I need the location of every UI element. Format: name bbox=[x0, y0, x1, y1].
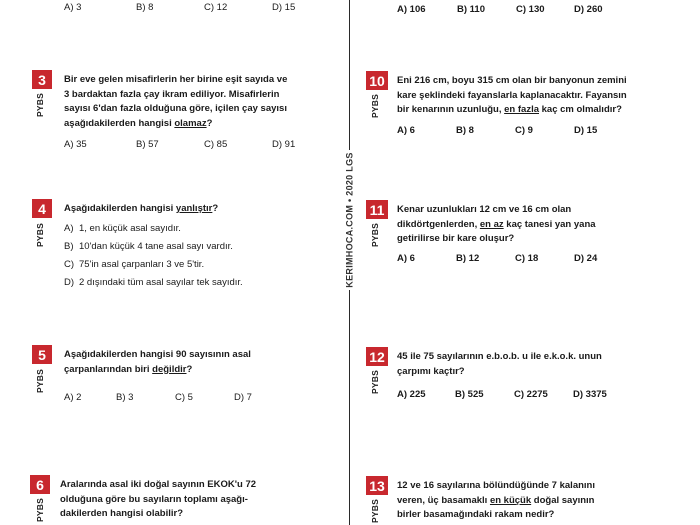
question-4-options bbox=[64, 220, 243, 292]
option-b[interactable]: B) 12 bbox=[456, 253, 480, 264]
option-a[interactable]: A) 225 bbox=[397, 389, 426, 400]
pybs-label: PYBS bbox=[35, 369, 46, 393]
option-b[interactable]: B) 3 bbox=[116, 392, 134, 403]
question-12-stem: 45 ile 75 sayılarının e.b.o.b. u ile e.k.o.k. unun çarpımı kaçtır? bbox=[397, 351, 602, 377]
question-number-13: 13 bbox=[366, 476, 388, 495]
question-6-stem: Aralarında asal iki doğal sayının EKOK'u 72 olduğuna göre bu sayıların toplamı aşağı- dakilerden hangisi olabilir? bbox=[60, 479, 257, 519]
option-d[interactable]: D) 260 bbox=[574, 4, 603, 15]
question-10-stem: Eni 216 cm, boyu 315 cm olan bir banyonun zemini kare şeklindeki fayanslarla kaplanacaktır. Fayansın bir kenarının uzunluğu, en fazla kaç cm olmalıdır? bbox=[397, 75, 627, 115]
pybs-label: PYBS bbox=[35, 223, 46, 247]
question-3-stem: Bir eve gelen misafirlerin her birine eşit sayıda ve 3 bardaktan fazla çay ikram ediliyor. Misafirlerin sayısı 6'dan fazla olduğuna göre, içilen çay sayısı aşağıdakilerden hangisi olamaz? bbox=[64, 74, 288, 129]
question-13-stem: 12 ve 16 sayılarına bölündüğünde 7 kalanını veren, üç basamaklı en küçük doğal sayının birler basamağındaki rakam nedir? bbox=[397, 480, 595, 520]
question-number-12: 12 bbox=[366, 347, 388, 366]
option-b[interactable]: B) 110 bbox=[457, 4, 485, 15]
option-c[interactable]: C) 12 bbox=[204, 2, 228, 13]
question-11-options bbox=[397, 253, 597, 264]
option-d[interactable]: D) 24 bbox=[574, 253, 598, 264]
option-a[interactable]: A) 2 bbox=[64, 392, 82, 403]
option-a[interactable]: A) 106 bbox=[397, 4, 426, 15]
option-b[interactable]: B) 57 bbox=[136, 139, 159, 150]
pybs-label: PYBS bbox=[370, 370, 381, 394]
pybs-label: PYBS bbox=[370, 223, 381, 247]
pybs-label: PYBS bbox=[35, 93, 46, 117]
question-number-4: 4 bbox=[32, 199, 52, 218]
option-d[interactable]: D) 15 bbox=[272, 2, 296, 13]
pybs-label: PYBS bbox=[370, 499, 381, 523]
option-c[interactable]: C) 75'in asal çarpanları 3 ve 5'tir. bbox=[64, 259, 205, 270]
question-number-10: 10 bbox=[366, 71, 388, 90]
option-a[interactable]: A) 6 bbox=[397, 253, 415, 264]
question-4-stem: Aşağıdakilerden hangisi yanlıştır? bbox=[64, 203, 219, 214]
option-d[interactable]: D) 2 dışındaki tüm asal sayılar tek sayıdır. bbox=[64, 277, 243, 288]
question-3-options bbox=[64, 139, 295, 150]
option-c[interactable]: C) 18 bbox=[515, 253, 539, 264]
question-12-options bbox=[397, 389, 607, 400]
option-a[interactable]: A) 35 bbox=[64, 139, 87, 150]
top-left-options bbox=[64, 2, 295, 13]
option-c[interactable]: C) 85 bbox=[204, 139, 228, 150]
option-d[interactable]: D) 7 bbox=[234, 392, 252, 403]
question-number-3: 3 bbox=[32, 70, 52, 89]
option-a[interactable]: A) 6 bbox=[397, 125, 415, 136]
option-d[interactable]: D) 91 bbox=[272, 139, 296, 150]
option-b[interactable]: B) 10'dan küçük 4 tane asal sayı vardır. bbox=[64, 241, 233, 252]
option-b[interactable]: B) 8 bbox=[136, 2, 154, 13]
question-number-11: 11 bbox=[366, 200, 388, 219]
option-b[interactable]: B) 8 bbox=[456, 125, 474, 136]
question-5-options bbox=[64, 392, 252, 403]
top-right-options bbox=[397, 4, 603, 15]
option-c[interactable]: C) 5 bbox=[175, 392, 193, 403]
question-number-5: 5 bbox=[32, 345, 52, 364]
question-5-stem: Aşağıdakilerden hangisi 90 sayısının asal çarpanlarından biri değildir? bbox=[64, 349, 251, 375]
option-d[interactable]: D) 15 bbox=[574, 125, 598, 136]
watermark: KERIMHOCA.COM • 2020 LGS bbox=[341, 150, 358, 290]
option-d[interactable]: D) 3375 bbox=[573, 389, 607, 400]
option-c[interactable]: C) 2275 bbox=[514, 389, 548, 400]
question-11-stem: Kenar uzunlukları 12 cm ve 16 cm olan dikdörtgenlerden, en az kaç tanesi yan yana getirilirse bir kare oluşur? bbox=[397, 204, 596, 244]
option-c[interactable]: C) 9 bbox=[515, 125, 533, 136]
option-a[interactable]: A) 1, en küçük asal sayıdır. bbox=[64, 223, 181, 234]
question-number-6: 6 bbox=[30, 475, 50, 494]
option-c[interactable]: C) 130 bbox=[516, 4, 545, 15]
option-a[interactable]: A) 3 bbox=[64, 2, 82, 13]
pybs-label: PYBS bbox=[35, 498, 46, 522]
option-b[interactable]: B) 525 bbox=[455, 389, 484, 400]
pybs-label: PYBS bbox=[370, 94, 381, 118]
question-10-options bbox=[397, 125, 597, 136]
